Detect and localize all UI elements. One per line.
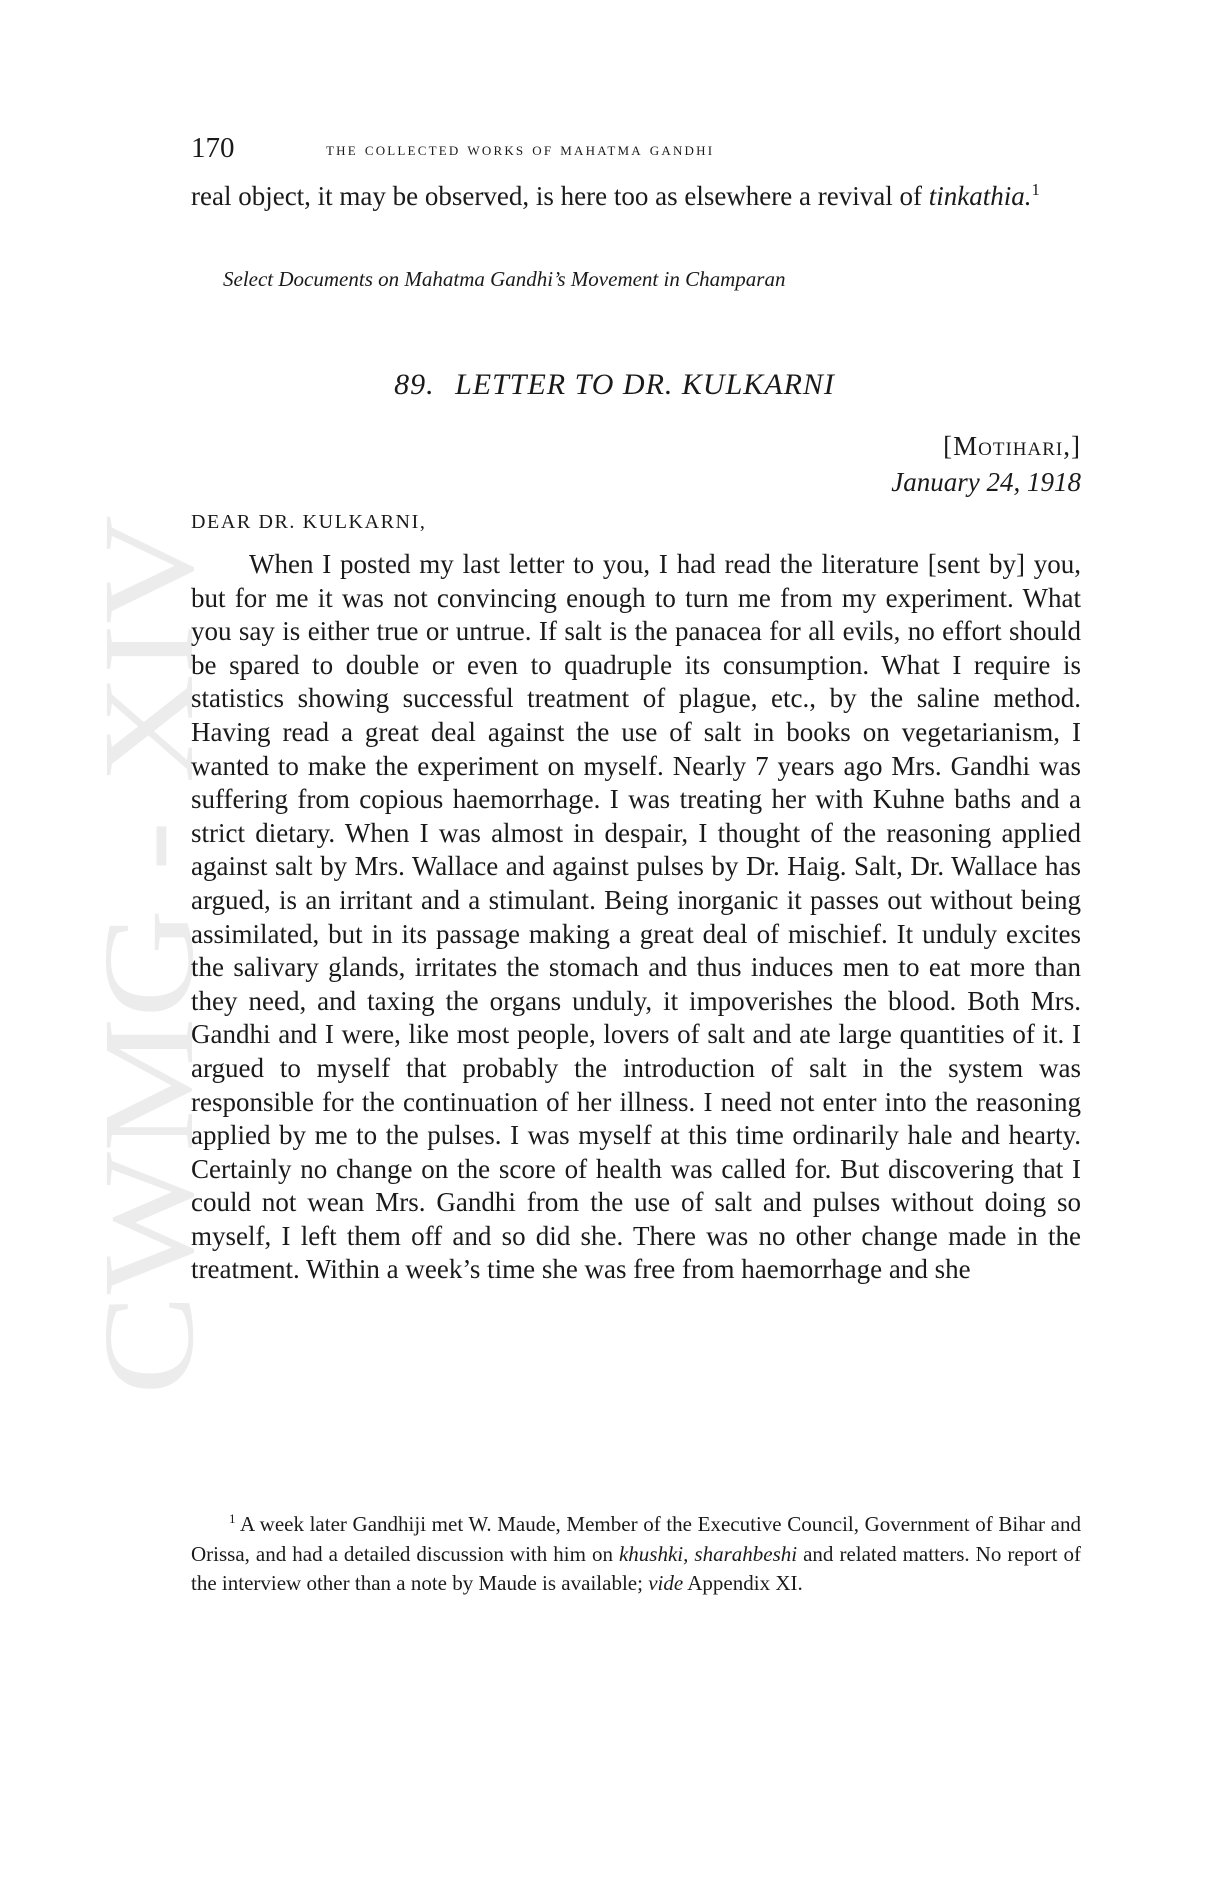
letter-body (191, 548, 1081, 1287)
footnote-vide: vide (648, 1571, 684, 1595)
running-title: the collected works of mahatma gandhi (326, 139, 715, 160)
carry-over-paragraph (191, 180, 1081, 214)
document-number: 89. (394, 368, 435, 401)
footnote-term-sharahbeshi: sharahbeshi (694, 1541, 798, 1566)
footnote-text-1: A week later Gandhiji met W. Maude, Member of the Executive Council, Government of Bihar and Orissa, and had a detailed discussion with him on (191, 1512, 1081, 1566)
salutation: DEAR DR. KULKARNI, (191, 511, 427, 533)
footnote-text-2: and related matters. No report of the interview other than a note by Maude is available; (191, 1541, 1081, 1595)
date-line: January 24, 1918 (891, 467, 1081, 497)
carry-over-term: tinkathia. (928, 181, 1032, 211)
footnote-text-3: Appendix XI. (687, 1571, 803, 1595)
letter-paragraph: When I posted my last letter to you, I had read the literature [sent by] you, but for me it was not convincing enough to turn me from my experiment. What you say is either true or untrue. If salt is the panacea for all evils, no effort should be spared to double or even to quadruple its consumption. What I require is statistics showing successful treatment of plague, etc., by the saline method. Having read a great deal against the use of salt in books on vegetarianism, I wanted to make the experiment on myself. Nearly 7 years ago Mrs. Gandhi was suffering from copious haemorrhage. I was treating her with Kuhne baths and a strict dietary. When I was almost in despair, I thought of the reasoning applied against salt by Mrs. Wallace and against pulses by Dr. Haig. Salt, Dr. Wallace has argued, is an irritant and a stimulant. Being inorganic it passes out without being assimilated, but in its passage making a great deal of mischief. It unduly excites the salivary glands, irritates the stomach and thus induces men to eat more than they need, and taxing the organs unduly, it impoverishes the blood. Both Mrs. Gandhi and I were, like most people, lovers of salt and ate large quantities of it. I argued to myself that probably the introduction of salt in the system was responsible for the continuation of her illness. I need not enter into the reasoning applied by me to the pulses. I was myself at this time ordinarily hale and hearty. Certainly no change on the score of health was called for. But discovering that I could not wean Mrs. Gandhi from the use of salt and pulses without doing so myself, I left them off and so did she. There was no other change made in the treatment. Within a week’s time she was free from haemorrhage and she (191, 549, 1081, 1285)
footnote-marker: 1 (229, 1511, 236, 1526)
document-heading (0, 365, 1229, 405)
place-line: [Motihari,] (943, 431, 1081, 461)
footnote-paragraph (191, 1510, 1081, 1599)
source-citation: Select Documents on Mahatma Gandhi’s Movement in Champaran (223, 267, 786, 291)
footnote (191, 1510, 1081, 1599)
footnote-term-khushki: khushki, (618, 1541, 689, 1566)
page-number: 170 (191, 132, 235, 164)
watermark-text: CWMG - XIV (80, 636, 221, 1395)
running-head (191, 128, 1081, 168)
place-date-block (891, 428, 1081, 500)
document-title: LETTER TO DR. KULKARNI (455, 368, 835, 401)
footnote-reference: 1 (1031, 180, 1040, 199)
carry-over-text: real object, it may be observed, is here too as elsewhere a revival of (191, 181, 922, 211)
